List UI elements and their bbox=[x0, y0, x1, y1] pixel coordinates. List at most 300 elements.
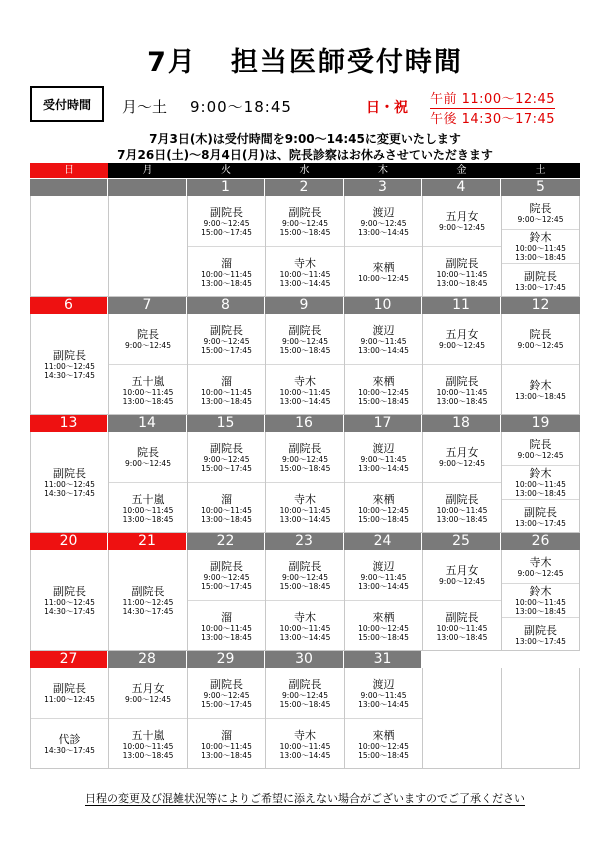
holiday-pm-time: 午後 14:30～17:45 bbox=[430, 112, 556, 127]
doctor-name: 渡辺 bbox=[372, 205, 395, 219]
time-slot: 9:00～12:45 bbox=[282, 336, 328, 346]
time-slot: 13:00～18:45 bbox=[122, 514, 174, 524]
day-number: 29 bbox=[187, 651, 264, 668]
doctor-block bbox=[266, 196, 344, 246]
time-slot: 9:00～12:45 bbox=[282, 218, 328, 228]
doctor-block bbox=[345, 314, 422, 364]
day-number: 3 bbox=[344, 179, 421, 196]
doctor-block bbox=[188, 600, 265, 651]
time-slot: 14:30～17:45 bbox=[44, 371, 95, 380]
day-number: 1 bbox=[187, 179, 264, 196]
doctor-block bbox=[266, 246, 344, 297]
time-slot: 9:00～12:45 bbox=[203, 690, 250, 700]
doctor-name: 副院長 bbox=[210, 205, 243, 219]
doctor-name: 副院長 bbox=[445, 610, 479, 624]
day-number: 7 bbox=[108, 297, 186, 314]
day-cell bbox=[265, 668, 344, 769]
time-slot: 9:00～12:45 bbox=[517, 450, 564, 460]
doctor-block bbox=[266, 550, 344, 600]
time-slot: 9:00～11:45 bbox=[360, 690, 407, 700]
day-cell bbox=[187, 550, 265, 651]
doctor-name: 副院長 bbox=[210, 559, 243, 573]
day-number: 4 bbox=[422, 179, 500, 196]
calendar-grid bbox=[30, 163, 580, 773]
doctor-block bbox=[423, 246, 501, 297]
doctor-name: 副院長 bbox=[288, 205, 322, 219]
day-cell bbox=[265, 432, 344, 533]
doctor-name: 寺木 bbox=[294, 728, 316, 742]
doctor-name: 渡辺 bbox=[372, 559, 395, 573]
doctor-block bbox=[266, 668, 344, 718]
doctor-name: 寺木 bbox=[529, 555, 552, 569]
doctor-name: 院長 bbox=[137, 446, 159, 459]
day-cell bbox=[344, 550, 422, 651]
doctor-block bbox=[502, 583, 579, 617]
doctor-name: 副院長 bbox=[524, 623, 557, 637]
time-slot: 10:00～11:45 bbox=[279, 623, 331, 633]
title-text: 担当医師受付時間 bbox=[230, 47, 463, 78]
time-slot: 15:00～18:45 bbox=[358, 632, 409, 642]
doctor-name: 來栖 bbox=[372, 261, 395, 274]
doctor-block bbox=[266, 432, 344, 482]
doctor-block bbox=[423, 314, 501, 364]
time-slot: 9:00～12:45 bbox=[517, 568, 564, 578]
doctor-block bbox=[502, 263, 579, 297]
day-number: 11 bbox=[422, 297, 500, 314]
time-slot: 9:00～12:45 bbox=[203, 336, 250, 346]
doctor-block bbox=[423, 432, 501, 482]
time-slot: 14:30～17:45 bbox=[44, 489, 95, 498]
time-slot: 10:00～12:45 bbox=[358, 505, 409, 515]
doctor-name: 寺木 bbox=[294, 374, 316, 388]
doctor-block bbox=[345, 432, 422, 482]
time-slot: 10:00～11:45 bbox=[122, 741, 174, 751]
day-number: 24 bbox=[344, 533, 421, 550]
doctor-block bbox=[345, 364, 422, 415]
doctor-name: 副院長 bbox=[445, 492, 479, 506]
doctor-block bbox=[266, 600, 344, 651]
weekday-label: 月～土 bbox=[122, 98, 168, 116]
day-cell bbox=[30, 196, 108, 297]
doctor-name: 院長 bbox=[529, 201, 552, 215]
weekday-header: 金 bbox=[422, 163, 501, 178]
time-slot: 13:00～18:45 bbox=[515, 392, 566, 401]
day-cell bbox=[108, 314, 187, 415]
doctor-name: 五月女 bbox=[445, 446, 479, 459]
doctor-block bbox=[31, 718, 108, 769]
doctor-block bbox=[502, 364, 579, 415]
time-slot: 15:00～17:45 bbox=[201, 699, 252, 709]
doctor-name: 副院長 bbox=[524, 269, 557, 283]
doctor-block bbox=[266, 482, 344, 533]
time-slot: 9:00～12:45 bbox=[439, 341, 485, 350]
doctor-block bbox=[345, 550, 422, 600]
day-number: 19 bbox=[501, 415, 580, 432]
day-cell bbox=[344, 432, 422, 533]
doctor-name: 渡辺 bbox=[372, 441, 395, 455]
time-slot: 13:00～17:45 bbox=[515, 282, 566, 292]
doctor-name: 來栖 bbox=[372, 374, 395, 388]
doctor-block bbox=[345, 482, 422, 533]
time-slot: 13:00～14:45 bbox=[279, 278, 331, 288]
time-slot: 10:00～11:45 bbox=[279, 505, 331, 515]
time-slot: 9:00～12:45 bbox=[282, 454, 328, 464]
day-number: 28 bbox=[108, 651, 186, 668]
doctor-block bbox=[31, 668, 108, 718]
weekday-time: 9:00～18:45 bbox=[190, 98, 292, 116]
weekday-header: 水 bbox=[265, 163, 344, 178]
time-slot: 9:00～11:45 bbox=[360, 454, 407, 464]
doctor-name: 副院長 bbox=[524, 505, 557, 519]
day-number: 18 bbox=[422, 415, 500, 432]
doctor-block bbox=[31, 432, 108, 533]
doctor-name: 副院長 bbox=[131, 585, 165, 598]
doctor-name: 院長 bbox=[529, 437, 552, 451]
doctor-name: 五十嵐 bbox=[131, 728, 165, 742]
time-slot: 15:00～18:45 bbox=[358, 396, 409, 406]
doctor-block bbox=[266, 364, 344, 415]
doctor-block bbox=[188, 364, 265, 415]
day-cell bbox=[108, 196, 187, 297]
doctor-name: 寺木 bbox=[294, 492, 316, 506]
doctor-block bbox=[31, 314, 108, 415]
doctor-block bbox=[423, 482, 501, 533]
doctor-block bbox=[188, 550, 265, 600]
doctor-block bbox=[502, 499, 579, 533]
time-slot: 10:00～11:45 bbox=[436, 387, 488, 397]
day-cell bbox=[422, 550, 501, 651]
time-slot: 13:00～14:45 bbox=[358, 581, 409, 591]
doctor-name: 溜 bbox=[221, 728, 232, 742]
day-cell bbox=[265, 314, 344, 415]
doctor-block bbox=[109, 482, 187, 533]
time-slot: 13:00～18:45 bbox=[122, 750, 174, 760]
time-slot: 9:00～11:45 bbox=[360, 336, 407, 346]
weekday-header: 月 bbox=[108, 163, 187, 178]
doctor-name: 鈴木 bbox=[529, 231, 552, 244]
day-cell bbox=[265, 550, 344, 651]
time-slot: 10:00～11:45 bbox=[201, 623, 252, 633]
doctor-name: 鈴木 bbox=[529, 379, 552, 392]
day-number: 20 bbox=[30, 533, 107, 550]
day-cell bbox=[501, 314, 580, 415]
doctor-block bbox=[188, 432, 265, 482]
day-number: 12 bbox=[501, 297, 580, 314]
day-cell bbox=[187, 432, 265, 533]
doctor-name: 五月女 bbox=[445, 210, 479, 223]
time-slot: 15:00～17:45 bbox=[201, 581, 252, 591]
time-slot: 13:00～14:45 bbox=[279, 514, 331, 524]
day-number: 9 bbox=[265, 297, 343, 314]
doctor-name: 寺木 bbox=[294, 610, 316, 624]
time-slot: 11:00～12:45 bbox=[122, 598, 174, 607]
time-slot: 14:30～17:45 bbox=[44, 746, 95, 755]
doctor-block bbox=[109, 314, 187, 364]
time-slot: 15:00～18:45 bbox=[358, 750, 409, 760]
day-number: 27 bbox=[30, 651, 107, 668]
doctor-block bbox=[31, 550, 108, 651]
time-slot: 10:00～11:45 bbox=[436, 269, 488, 279]
doctor-name: 溜 bbox=[221, 492, 232, 506]
doctor-block bbox=[345, 668, 422, 718]
doctor-name: 鈴木 bbox=[529, 585, 552, 598]
doctor-name: 五十嵐 bbox=[131, 492, 165, 506]
doctor-block bbox=[502, 617, 579, 651]
day-number: 22 bbox=[187, 533, 264, 550]
day-number: 5 bbox=[501, 179, 580, 196]
time-slot: 10:00～11:45 bbox=[201, 387, 252, 397]
time-slot: 11:00～12:45 bbox=[44, 480, 95, 489]
doctor-name: 副院長 bbox=[288, 559, 322, 573]
time-slot: 14:30～17:45 bbox=[122, 607, 174, 616]
doctor-name: 副院長 bbox=[53, 682, 86, 695]
time-slot: 9:00～12:45 bbox=[125, 341, 171, 350]
doctor-block bbox=[109, 364, 187, 415]
time-slot: 13:00～18:45 bbox=[201, 396, 252, 406]
doctor-block bbox=[345, 196, 422, 246]
time-slot: 9:00～12:45 bbox=[203, 218, 250, 228]
doctor-name: 副院長 bbox=[288, 441, 322, 455]
day-number: 30 bbox=[265, 651, 343, 668]
time-slot: 13:00～18:45 bbox=[201, 278, 252, 288]
doctor-block bbox=[109, 432, 187, 482]
doctor-block bbox=[502, 550, 579, 583]
time-slot: 13:00～18:45 bbox=[436, 396, 488, 406]
notice-2: 7月26日(土)～8月4日(月)は、院長診察はお休みさせていただきます bbox=[117, 148, 493, 162]
time-slot: 13:00～18:45 bbox=[436, 632, 488, 642]
page-title bbox=[0, 40, 610, 79]
time-slot: 13:00～14:45 bbox=[279, 750, 331, 760]
doctor-name: 來栖 bbox=[372, 728, 395, 742]
day-cell bbox=[501, 196, 580, 297]
doctor-name: 副院長 bbox=[53, 585, 86, 598]
doctor-name: 副院長 bbox=[288, 677, 322, 691]
doctor-block bbox=[188, 246, 265, 297]
time-slot: 10:00～11:45 bbox=[279, 269, 331, 279]
doctor-name: 五月女 bbox=[445, 564, 479, 577]
doctor-name: 溜 bbox=[221, 610, 232, 624]
doctor-block bbox=[423, 364, 501, 415]
time-slot: 15:00～18:45 bbox=[358, 514, 409, 524]
doctor-name: 副院長 bbox=[210, 441, 243, 455]
time-slot: 10:00～11:45 bbox=[201, 269, 252, 279]
doctor-block bbox=[502, 196, 579, 229]
doctor-name: 來栖 bbox=[372, 610, 395, 624]
time-slot: 15:00～18:45 bbox=[279, 227, 331, 237]
doctor-block bbox=[345, 718, 422, 769]
time-slot: 10:00～12:45 bbox=[358, 623, 409, 633]
holiday-label: 日・祝 bbox=[366, 100, 408, 116]
day-cell bbox=[422, 314, 501, 415]
time-slot: 13:00～18:45 bbox=[515, 607, 566, 616]
time-slot: 13:00～18:45 bbox=[515, 253, 566, 262]
day-number: 23 bbox=[265, 533, 343, 550]
day-cell bbox=[187, 314, 265, 415]
day-cell bbox=[422, 196, 501, 297]
day-number: 10 bbox=[344, 297, 421, 314]
time-slot: 10:00～12:45 bbox=[358, 274, 409, 283]
doctor-block bbox=[502, 314, 579, 364]
day-cell bbox=[30, 432, 108, 533]
time-slot: 9:00～12:45 bbox=[125, 459, 171, 468]
time-slot: 10:00～11:45 bbox=[515, 244, 566, 253]
time-slot: 9:00～12:45 bbox=[517, 341, 564, 350]
time-slot: 15:00～18:45 bbox=[279, 581, 331, 591]
day-cell bbox=[30, 668, 108, 769]
time-slot: 11:00～12:45 bbox=[44, 598, 95, 607]
time-slot: 13:00～14:45 bbox=[279, 396, 331, 406]
time-slot: 13:00～14:45 bbox=[358, 345, 409, 355]
time-slot: 15:00～17:45 bbox=[201, 463, 252, 473]
time-slot: 13:00～14:45 bbox=[358, 463, 409, 473]
doctor-name: 副院長 bbox=[288, 323, 322, 337]
time-slot: 10:00～11:45 bbox=[201, 505, 252, 515]
day-cell bbox=[344, 314, 422, 415]
day-cell bbox=[344, 196, 422, 297]
time-slot: 10:00～11:45 bbox=[515, 598, 566, 607]
doctor-block bbox=[423, 196, 501, 246]
time-slot: 10:00～11:45 bbox=[201, 741, 252, 751]
day-cell bbox=[501, 432, 580, 533]
time-slot: 11:00～12:45 bbox=[44, 695, 95, 704]
day-cell bbox=[187, 668, 265, 769]
time-slot: 9:00～12:45 bbox=[282, 572, 328, 582]
doctor-block bbox=[266, 314, 344, 364]
doctor-block bbox=[502, 465, 579, 499]
time-slot: 9:00～12:45 bbox=[282, 690, 328, 700]
doctor-name: 副院長 bbox=[210, 323, 243, 337]
doctor-block bbox=[266, 718, 344, 769]
doctor-block bbox=[188, 314, 265, 364]
day-number: 14 bbox=[108, 415, 186, 432]
time-slot: 13:00～18:45 bbox=[201, 632, 252, 642]
day-cell bbox=[501, 668, 580, 769]
time-slot: 9:00～11:45 bbox=[360, 572, 407, 582]
time-slot: 10:00～11:45 bbox=[515, 480, 566, 489]
day-number: 2 bbox=[265, 179, 343, 196]
doctor-name: 副院長 bbox=[445, 256, 479, 270]
doctor-name: 院長 bbox=[137, 328, 159, 341]
doctor-block bbox=[109, 718, 187, 769]
day-cell bbox=[501, 550, 580, 651]
notice-1: 7月3日(木)は受付時間を9:00～14:45に変更いたします bbox=[149, 132, 461, 146]
time-slot: 15:00～18:45 bbox=[279, 699, 331, 709]
doctor-name: 溜 bbox=[221, 374, 232, 388]
reception-label: 受付時間 bbox=[42, 97, 91, 112]
time-slot: 10:00～11:45 bbox=[279, 741, 331, 751]
footer-note bbox=[0, 790, 610, 806]
time-slot: 9:00～12:45 bbox=[203, 572, 250, 582]
doctor-name: 副院長 bbox=[53, 349, 86, 362]
day-cell bbox=[344, 668, 422, 769]
day-cell bbox=[265, 196, 344, 297]
footer-text: 日程の変更及び混雑状況等によりご希望に添えない場合がございますのでご了承ください bbox=[85, 792, 525, 805]
time-slot: 13:00～14:45 bbox=[358, 699, 409, 709]
time-slot: 9:00～12:45 bbox=[517, 214, 564, 224]
doctor-block bbox=[502, 432, 579, 465]
doctor-block bbox=[188, 482, 265, 533]
doctor-name: 鈴木 bbox=[529, 467, 552, 480]
doctor-name: 五月女 bbox=[131, 682, 165, 695]
day-cell bbox=[108, 550, 187, 651]
doctor-name: 溜 bbox=[221, 256, 232, 270]
doctor-name: 代診 bbox=[58, 733, 81, 746]
time-slot: 13:00～18:45 bbox=[436, 514, 488, 524]
time-slot: 13:00～18:45 bbox=[122, 396, 174, 406]
day-cell bbox=[108, 668, 187, 769]
time-slot: 10:00～11:45 bbox=[436, 623, 488, 633]
day-cell bbox=[30, 550, 108, 651]
doctor-name: 寺木 bbox=[294, 256, 316, 270]
doctor-block bbox=[188, 718, 265, 769]
day-cell bbox=[187, 196, 265, 297]
day-number bbox=[30, 179, 107, 196]
day-number: 17 bbox=[344, 415, 421, 432]
weekday-header: 日 bbox=[30, 163, 108, 178]
day-number: 31 bbox=[344, 651, 421, 668]
time-slot: 10:00～11:45 bbox=[122, 387, 174, 397]
time-slot: 10:00～11:45 bbox=[122, 505, 174, 515]
time-slot: 13:00～18:45 bbox=[515, 489, 566, 498]
doctor-block bbox=[345, 246, 422, 297]
doctor-name: 副院長 bbox=[210, 677, 243, 691]
time-slot: 13:00～18:45 bbox=[436, 278, 488, 288]
time-slot: 15:00～18:45 bbox=[279, 463, 331, 473]
time-slot: 9:00～12:45 bbox=[203, 454, 250, 464]
time-slot: 9:00～12:45 bbox=[125, 695, 171, 704]
day-number: 26 bbox=[501, 533, 580, 550]
day-cell bbox=[422, 432, 501, 533]
doctor-block bbox=[188, 668, 265, 718]
time-slot: 10:00～11:45 bbox=[279, 387, 331, 397]
weekday-header: 土 bbox=[501, 163, 580, 178]
time-slot: 13:00～14:45 bbox=[279, 632, 331, 642]
doctor-name: 來栖 bbox=[372, 492, 395, 506]
time-slot: 13:00～17:45 bbox=[515, 636, 566, 646]
doctor-block bbox=[423, 600, 501, 651]
weekday-header: 火 bbox=[187, 163, 265, 178]
day-number: 15 bbox=[187, 415, 264, 432]
time-slot: 9:00～12:45 bbox=[439, 459, 485, 468]
day-cell bbox=[108, 432, 187, 533]
time-slot: 13:00～18:45 bbox=[201, 514, 252, 524]
time-slot: 15:00～18:45 bbox=[279, 345, 331, 355]
doctor-block bbox=[345, 600, 422, 651]
time-slot: 13:00～18:45 bbox=[201, 750, 252, 760]
time-slot: 10:00～12:45 bbox=[358, 741, 409, 751]
day-number: 8 bbox=[187, 297, 264, 314]
reception-label-box bbox=[30, 86, 104, 122]
time-slot: 10:00～12:45 bbox=[358, 387, 409, 397]
time-slot: 9:00～12:45 bbox=[439, 223, 485, 232]
day-number: 13 bbox=[30, 415, 107, 432]
doctor-name: 五月女 bbox=[445, 328, 479, 341]
doctor-block bbox=[188, 196, 265, 246]
time-slot: 9:00～12:45 bbox=[439, 577, 485, 586]
time-slot: 13:00～17:45 bbox=[515, 518, 566, 528]
doctor-block bbox=[423, 550, 501, 600]
title-month: 7月 bbox=[147, 47, 197, 78]
time-slot: 15:00～17:45 bbox=[201, 227, 252, 237]
day-cell bbox=[30, 314, 108, 415]
day-number: 21 bbox=[108, 533, 186, 550]
doctor-name: 副院長 bbox=[53, 467, 86, 480]
weekday-header: 木 bbox=[344, 163, 422, 178]
holiday-am-time: 午前 11:00～12:45 bbox=[430, 88, 555, 109]
doctor-block bbox=[109, 668, 187, 718]
day-number: 6 bbox=[30, 297, 107, 314]
day-number bbox=[108, 179, 186, 196]
